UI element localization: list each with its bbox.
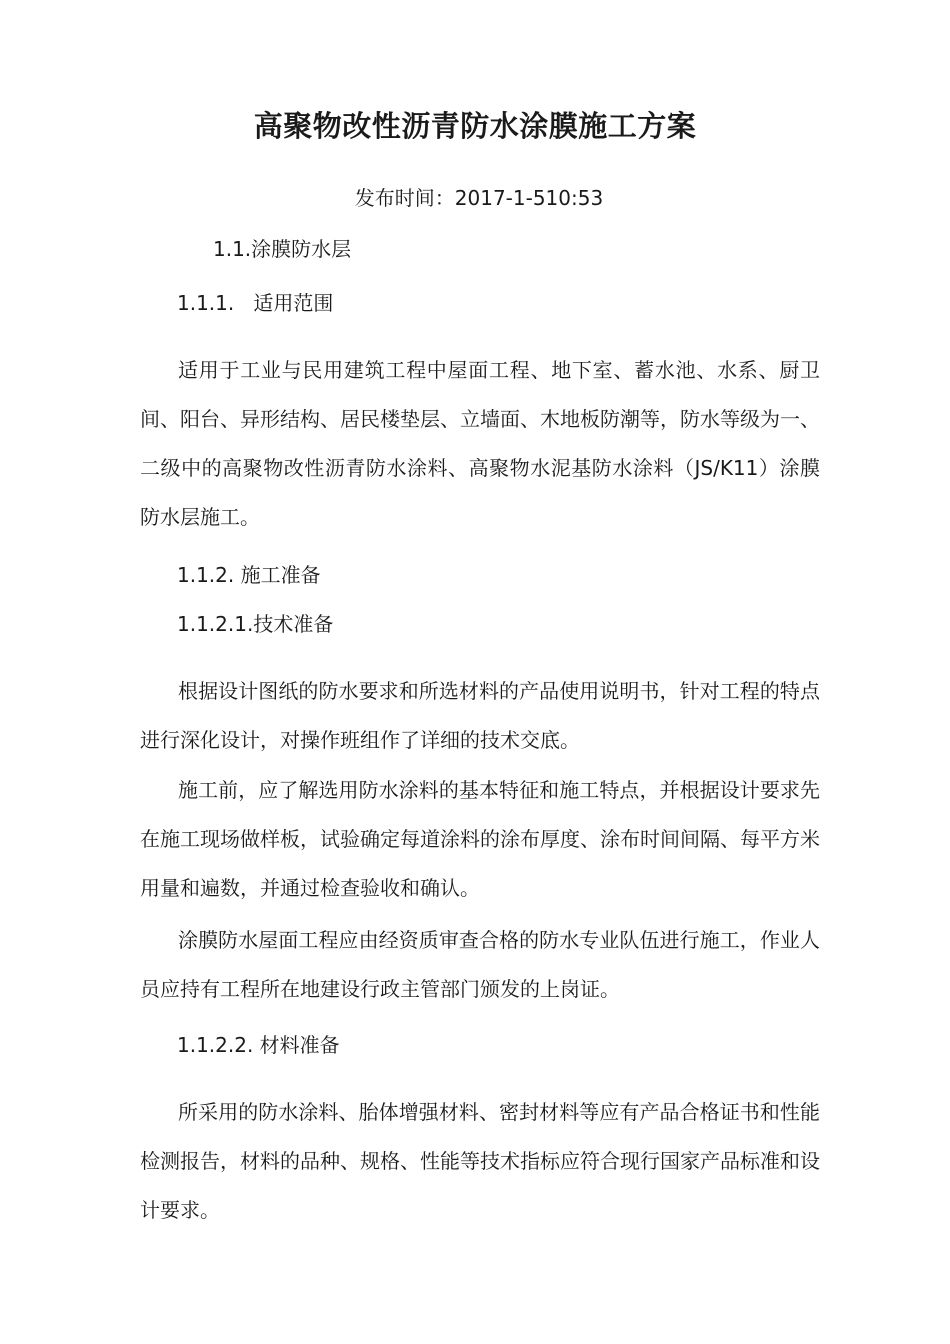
paragraph-tech-3: 涂膜防水屋面工程应由经资质审查合格的防水专业队伍进行施工，作业人员应持有工程所在地建设行政主管部门颁发的上岗证。 <box>140 928 820 1001</box>
paragraph-scope: 适用于工业与民用建筑工程中屋面工程、地下室、蓄水池、水系、厨卫间、阳台、异形结构、居民楼垫层、立墙面、木地板防潮等，防水等级为一、二级中的高聚物改性沥青防水涂料、高聚物水泥基防水涂料（JS/K11）涂膜防水层施工。 <box>140 358 820 529</box>
section-heading-1-1-2-2: 1.1.2.2. 材料准备 <box>177 1033 340 1057</box>
publish-time: 发布时间：2017-1-510:53 <box>354 186 604 210</box>
paragraph-material: 所采用的防水涂料、胎体增强材料、密封材料等应有产品合格证书和性能检测报告，材料的品种、规格、性能等技术指标应符合现行国家产品标准和设计要求。 <box>140 1100 820 1222</box>
section-heading-1-1: 1.1.涂膜防水层 <box>213 237 352 261</box>
section-heading-1-1-2-1: 1.1.2.1.技术准备 <box>177 612 334 636</box>
document-title: 高聚物改性沥青防水涂膜施工方案 <box>253 109 697 143</box>
section-heading-1-1-2: 1.1.2. 施工准备 <box>177 563 321 587</box>
paragraph-tech-2: 施工前，应了解选用防水涂料的基本特征和施工特点，并根据设计要求先在施工现场做样板，试验确定每道涂料的涂布厚度、涂布时间间隔、每平方米用量和遍数，并通过检查验收和确认。 <box>140 778 820 900</box>
paragraph-tech-1: 根据设计图纸的防水要求和所选材料的产品使用说明书，针对工程的特点进行深化设计，对操作班组作了详细的技术交底。 <box>140 679 820 752</box>
section-heading-1-1-1: 1.1.1. 适用范围 <box>177 291 334 315</box>
